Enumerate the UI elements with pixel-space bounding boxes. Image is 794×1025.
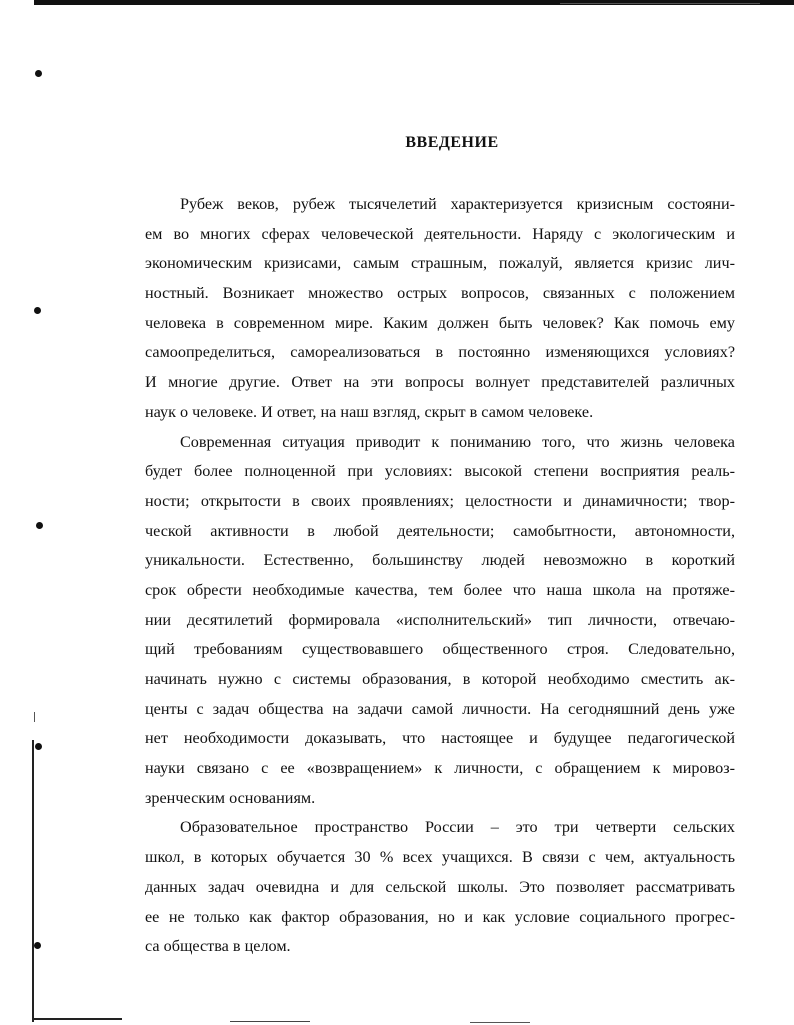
text-line: са общества в целом. (145, 937, 291, 956)
text-line: зренческим основаниям. (145, 788, 316, 807)
text-line: наук о человеке. И ответ, на наш взгляд, скрыт в самом человеке. (145, 402, 594, 421)
text-line: человека в современном мире. Каким должен быть человек? Как помочь ему (145, 313, 735, 332)
text-line: ности; открытости в своих проявлениях; целостности и динамичности; твор- (145, 491, 735, 510)
text-line: щий требованиям существовавшего общественного строя. Следовательно, (145, 640, 735, 659)
text-line: уникальности. Естественно, большинству людей невозможно в короткий (145, 551, 735, 570)
text-line: Современная ситуация приводит к пониманию того, что жизнь человека (180, 432, 735, 451)
text-line: центы с задач общества на задачи самой личности. На сегодняшний день уже (145, 699, 735, 718)
scan-edge-top-thin (560, 3, 760, 4)
text-line: Рубеж веков, рубеж тысячелетий характеризуется кризисным состояни- (180, 195, 735, 213)
text-line: Образовательное пространство России – это три четверти сельских (180, 818, 735, 837)
scan-edge-bottom-segment (470, 1022, 530, 1023)
page-title: ВВЕДЕНИЕ (405, 134, 499, 151)
punch-hole (35, 70, 42, 77)
punch-hole (34, 942, 41, 949)
text-line: начинать нужно с системы образования, в которой необходимо сместить ак- (145, 670, 735, 688)
scan-edge-bottom (32, 1018, 122, 1020)
text-line: нет необходимости доказывать, что настоящее и будущее педагогической (145, 729, 735, 748)
text-line: нии десятилетий формировала «исполнительский» тип личности, отвечаю- (145, 610, 735, 629)
text-line: И многие другие. Ответ на эти вопросы волнует представителей различных (145, 373, 735, 392)
scan-edge-bottom-segment (230, 1021, 310, 1022)
text-line: срок обрести необходимые качества, тем более что наша школа на протяже- (145, 580, 735, 599)
text-line: науки связано с ее «возвращением» к личности, с обращением к мировоз- (145, 759, 735, 778)
text-line: ческой активности в любой деятельности; самобытности, автономности, (145, 521, 735, 540)
text-line: экономическим кризисами, самым страшным, пожалуй, является кризис лич- (145, 254, 735, 273)
text-line: ем во многих сферах человеческой деятельности. Наряду с экологическим и (145, 224, 735, 243)
text-line: будет более полноценной при условиях: высокой степени восприятия реаль- (145, 462, 735, 481)
punch-hole (35, 743, 42, 750)
text-line: ее не только как фактор образования, но и как условие социального прогрес- (145, 907, 735, 926)
punch-hole (36, 522, 43, 529)
text-line: данных задач очевидна и для сельской школы. Это позволяет рассматривать (145, 877, 735, 896)
text-line: школ, в которых обучается 30 % всех учащихся. В связи с чем, актуальность (145, 848, 735, 867)
punch-hole (34, 307, 41, 314)
scan-mark (34, 712, 35, 722)
text-line: ностный. Возникает множество острых вопросов, связанных с положением (145, 284, 735, 303)
body-text (145, 190, 735, 962)
scan-edge-left (32, 740, 34, 1022)
text-line: самоопределиться, самореализоваться в постоянно изменяющихся условиях? (145, 343, 735, 362)
